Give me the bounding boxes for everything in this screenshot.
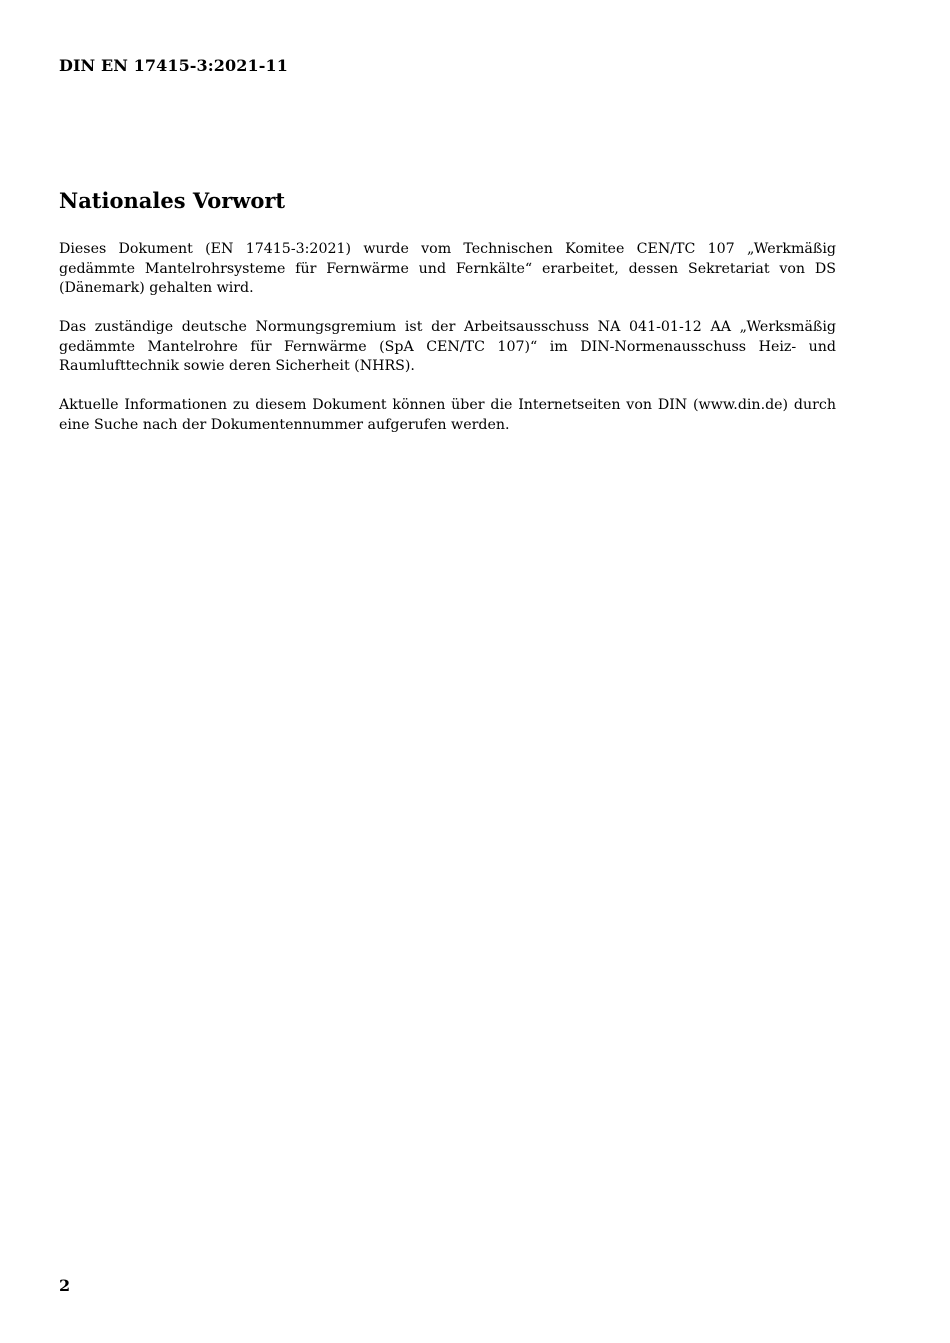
paragraph-information: Aktuelle Informationen zu diesem Dokument können über die Internetseiten von DIN (www.din.de) durch eine Suche nach der Dokumentennummer aufgerufen werden. (59, 397, 836, 433)
page-number: 2 (59, 1276, 71, 1295)
section-title: Nationales Vorwort (59, 188, 286, 213)
paragraph-national-body: Das zuständige deutsche Normungsgremium ist der Arbeitsausschuss NA 041-01-12 AA „Werksmäßig gedämmte Mantelrohre für Fernwärme (SpA CEN/TC 107)“ im DIN-Normenausschuss Heiz- und Raumlufttechnik sowie deren Sicherheit (NHRS). (59, 319, 836, 374)
paragraph-committee: Dieses Dokument (EN 17415-3:2021) wurde vom Technischen Komitee CEN/TC 107 „Werkmäßig gedämmte Mantelrohrsysteme für Fernwärme und Fernkälte“ erarbeitet, dessen Sekretariat von DS (Dänemark) gehalten wird. (59, 241, 836, 296)
document-id-header: DIN EN 17415-3:2021-11 (59, 56, 288, 75)
